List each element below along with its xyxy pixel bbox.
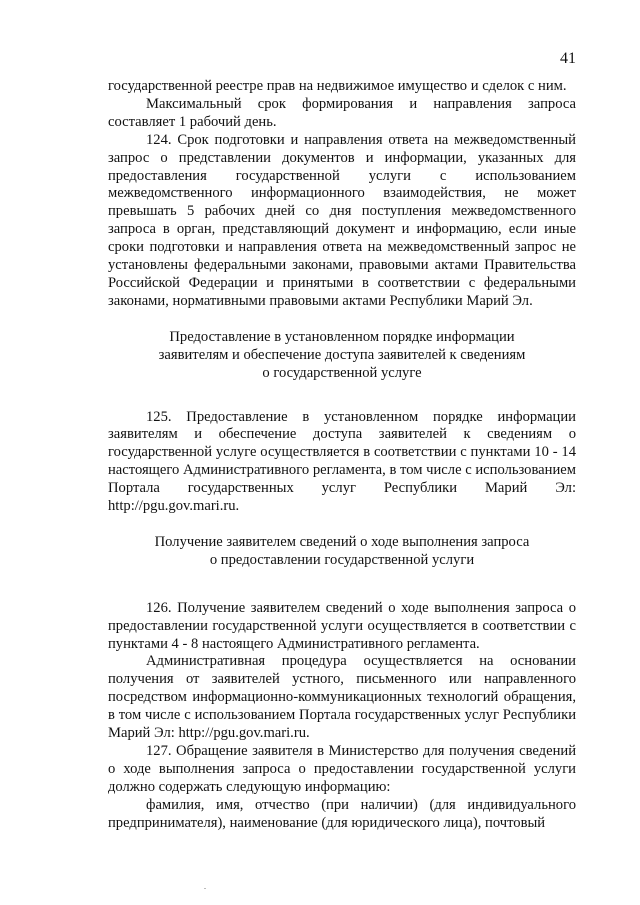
paragraph-125: 125. Предоставление в установленном порядке информации заявителям и обеспечение доступа заявителей к сведениям о государственной услуге осуществляется в соответствии с пунктами 10 - 14 настоящего Административного регламента, в том числе с использованием Портала государственных услуг Республики Марий Эл: http://pgu.gov.mari.ru. xyxy=(108,408,576,515)
heading-line: о предоставлении государственной услуги xyxy=(209,551,475,568)
paragraph-127: 127. Обращение заявителя в Министерство для получения сведений о ходе выполнения запроса о предоставлении государственной услуги должно содержать следующую информацию: xyxy=(108,743,576,795)
heading-line: о государственной услуге xyxy=(262,364,422,381)
paragraph-126: 126. Получение заявителем сведений о ходе выполнения запроса о предоставлении государственной услуги осуществляется в соответствии с пунктами 4 - 8 настоящего Административного регламента. xyxy=(108,599,576,652)
document-body xyxy=(108,78,576,833)
paragraph-124: 124. Срок подготовки и направления ответа на межведомственный запрос о представлении документов и информации, указанных для предоставления государственной услуги с использованием межведомственного информационного взаимодействия, не может превышать 5 рабочих дней со дня поступления межведомственного запроса в орган, представляющий документ и информацию, если иные сроки подготовки и направления ответа на межведомственный запрос не установлены федеральными законами, правовыми актами Правительства Российской Федерации и принятыми в соответствии с федеральными законами, нормативными правовыми актами Республики Марий Эл. xyxy=(108,131,576,309)
paragraph-max-term: Максимальный срок формирования и направления запроса составляет 1 рабочий день. xyxy=(108,95,576,130)
paragraph-procedure: Административная процедура осуществляется на основании получения от заявителей устного, письменного или направленного посредством информационно-коммуникационных технологий обращения, в том числе с использованием Портала государственных услуг Республики Марий Эл: http://pgu.gov.mari.ru. xyxy=(108,653,576,742)
scan-speck xyxy=(204,888,206,889)
heading-line: заявителям и обеспечение доступа заявителей к сведениям xyxy=(158,346,526,363)
paragraph-list-item: фамилия, имя, отчество (при наличии) (для индивидуального предпринимателя), наименование (для юридического лица), почтовый xyxy=(108,796,576,831)
paragraph-continued: государственной реестре прав на недвижимое имущество и сделок с ним. xyxy=(108,78,567,94)
section-heading-status xyxy=(108,534,576,570)
heading-line: Получение заявителем сведений о ходе выполнения запроса xyxy=(154,533,530,550)
section-heading-information xyxy=(108,329,576,383)
heading-line: Предоставление в установленном порядке информации xyxy=(169,328,515,345)
page-number: 41 xyxy=(560,50,576,67)
